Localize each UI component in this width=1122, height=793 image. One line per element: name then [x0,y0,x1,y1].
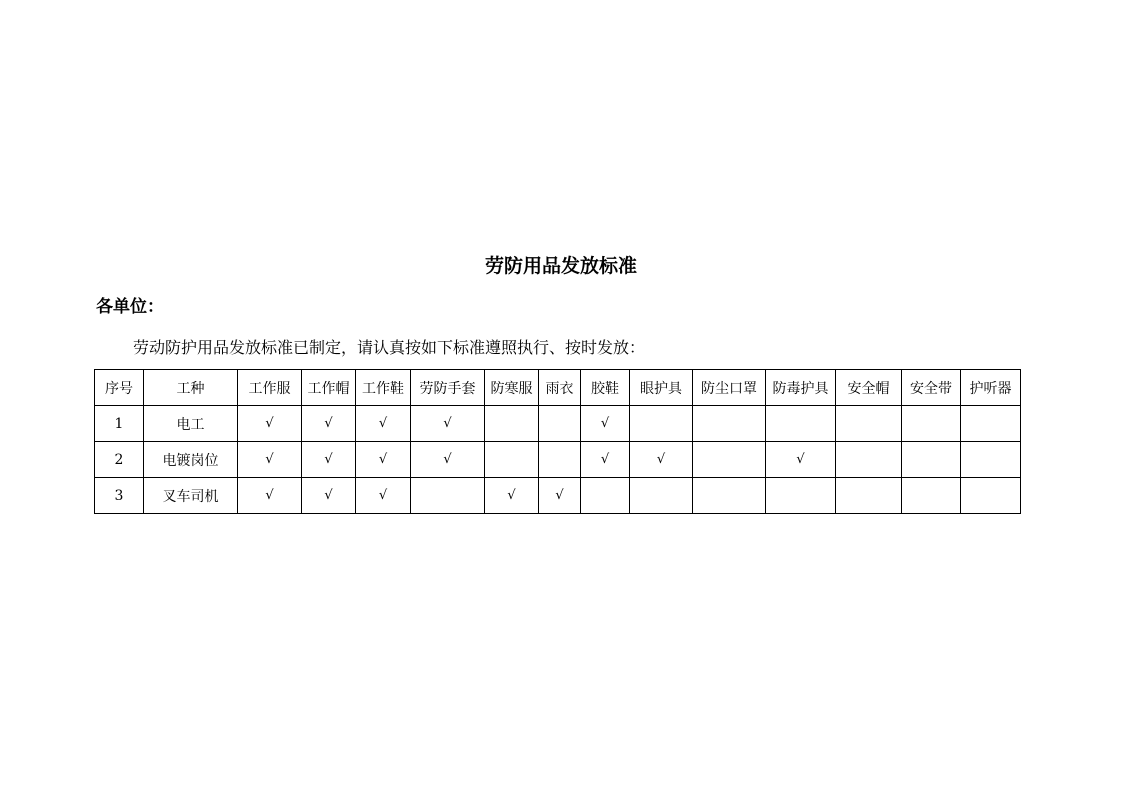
check-cell: √ [302,442,356,478]
intro-paragraph: 劳动防护用品发放标准已制定，请认真按如下标准遵照执行、按时发放： [133,338,646,357]
check-cell [539,406,581,442]
row-number-cell: 1 [95,406,144,442]
document-title: 劳防用品发放标准 [484,255,637,277]
job-type-cell: 叉车司机 [144,478,238,514]
check-cell [961,406,1021,442]
header-cell: 防寒服 [485,370,539,406]
check-cell: √ [411,406,485,442]
check-cell [961,442,1021,478]
check-cell: √ [356,442,411,478]
check-cell [961,478,1021,514]
check-cell [693,478,766,514]
check-cell: √ [302,406,356,442]
job-type-cell: 电镀岗位 [144,442,238,478]
check-cell [485,442,539,478]
check-cell: √ [539,478,581,514]
check-cell [411,478,485,514]
header-cell: 工作鞋 [356,370,411,406]
check-cell [836,442,902,478]
header-cell: 工作帽 [302,370,356,406]
header-cell: 雨衣 [539,370,581,406]
check-cell: √ [766,442,836,478]
check-cell [630,406,693,442]
issuance-standard-table [94,369,1021,514]
addressee-line: 各单位： [96,297,164,317]
check-cell [766,406,836,442]
header-cell: 劳防手套 [411,370,485,406]
table-row [95,406,1021,442]
table-header-row [95,370,1021,406]
header-cell: 防尘口罩 [693,370,766,406]
check-cell: √ [356,478,411,514]
check-cell [539,442,581,478]
table-row [95,442,1021,478]
check-cell: √ [356,406,411,442]
header-cell: 防毒护具 [766,370,836,406]
header-cell: 工作服 [238,370,302,406]
header-cell: 护听器 [961,370,1021,406]
check-cell [902,406,961,442]
job-type-cell: 电工 [144,406,238,442]
check-cell [581,478,630,514]
check-cell: √ [238,442,302,478]
header-cell: 眼护具 [630,370,693,406]
check-cell [693,406,766,442]
row-number-cell: 2 [95,442,144,478]
check-cell [766,478,836,514]
header-cell: 安全帽 [836,370,902,406]
check-cell: √ [485,478,539,514]
check-cell [630,478,693,514]
header-cell: 序号 [95,370,144,406]
check-cell: √ [302,478,356,514]
check-cell: √ [238,406,302,442]
check-cell: √ [581,442,630,478]
check-cell: √ [411,442,485,478]
check-cell [485,406,539,442]
header-cell: 安全带 [902,370,961,406]
check-cell: √ [238,478,302,514]
check-cell [693,442,766,478]
header-cell: 工种 [144,370,238,406]
check-cell [902,442,961,478]
check-cell [902,478,961,514]
check-cell: √ [581,406,630,442]
check-cell [836,406,902,442]
row-number-cell: 3 [95,478,144,514]
table-row [95,478,1021,514]
check-cell [836,478,902,514]
header-cell: 胶鞋 [581,370,630,406]
check-cell: √ [630,442,693,478]
